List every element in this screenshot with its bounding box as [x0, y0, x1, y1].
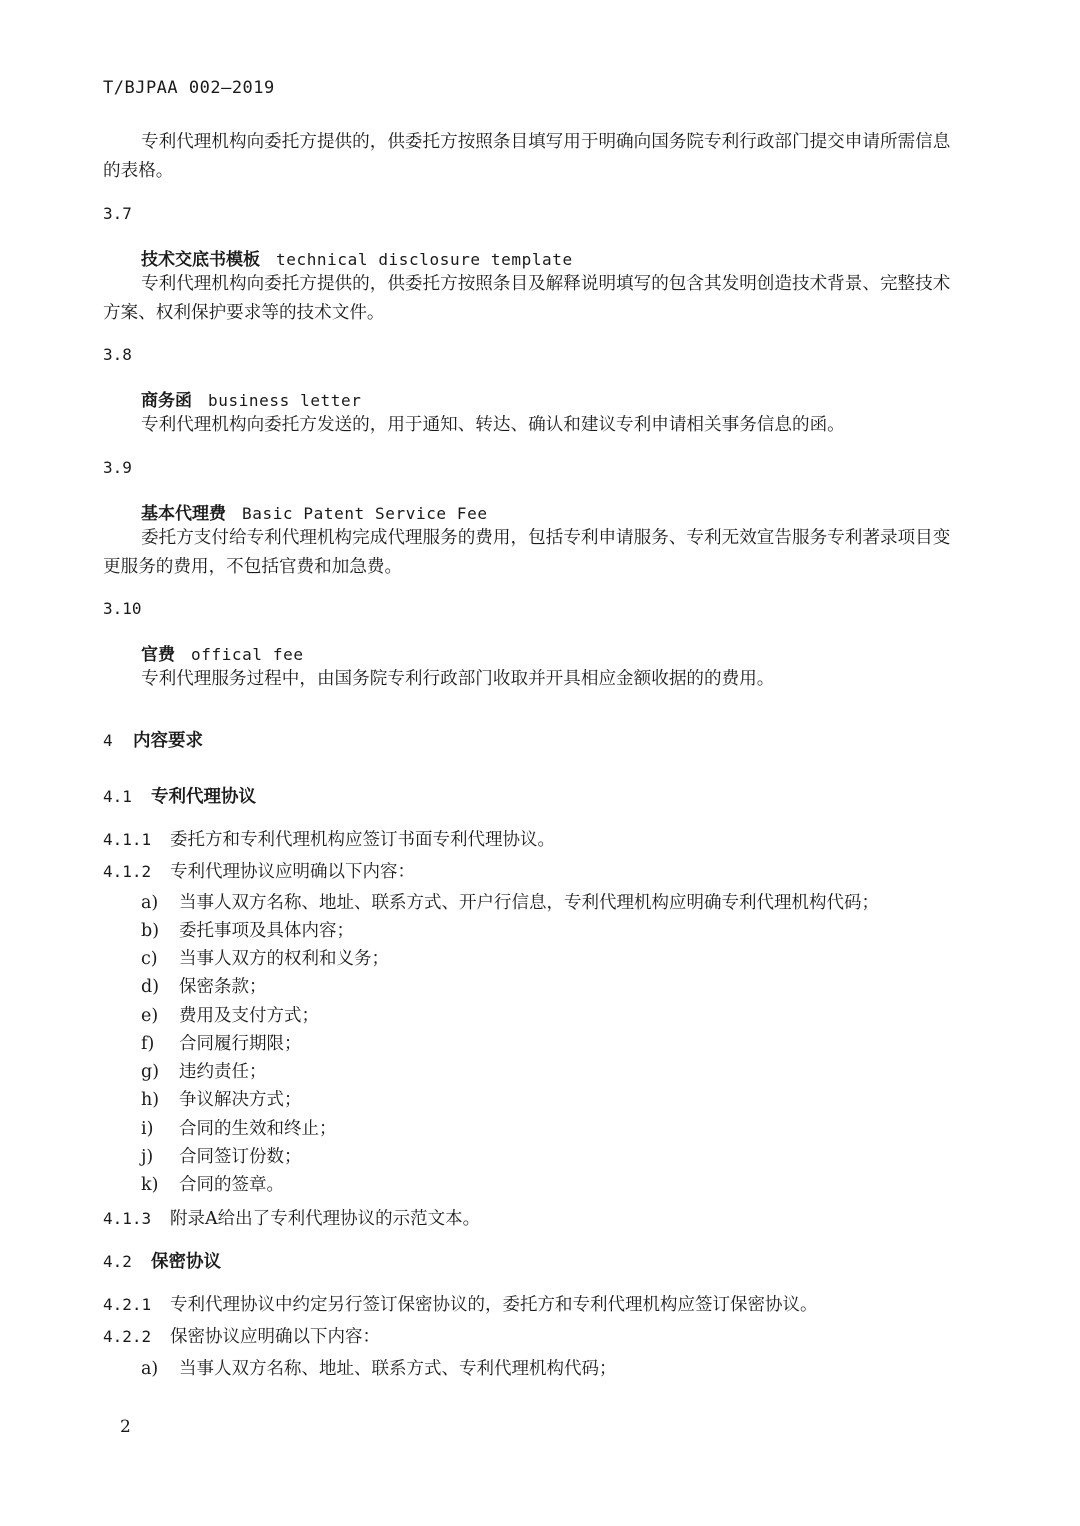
list-item — [141, 1115, 337, 1140]
list-item — [141, 1058, 267, 1083]
list-text: 费用及支付方式； — [179, 1006, 319, 1026]
clause — [103, 858, 415, 883]
list-marker: e) — [141, 1006, 159, 1026]
subsection-heading — [103, 1248, 221, 1273]
term-en: offical fee — [191, 645, 304, 664]
list-marker: h) — [141, 1090, 160, 1110]
term-heading — [141, 640, 304, 665]
subsection-number: 4.1 — [103, 787, 132, 806]
term-en: business letter — [208, 391, 362, 410]
clause-text: 专利代理协议应明确以下内容： — [170, 862, 415, 882]
term-heading — [141, 499, 488, 524]
term-heading — [141, 245, 573, 270]
list-marker: i) — [141, 1119, 154, 1139]
subsection-title: 保密协议 — [151, 1252, 221, 1272]
list-marker: b) — [141, 921, 160, 941]
term-definition: 专利代理机构向委托方发送的，用于通知、转达、确认和建议专利申请相关事务信息的函。 — [141, 415, 845, 435]
list-item — [141, 1355, 617, 1380]
term-heading — [141, 386, 362, 411]
list-marker: g) — [141, 1062, 160, 1082]
term-definition: 委托方支付给专利代理机构完成代理服务的费用，包括专利申请服务、专利无效宣告服务专利著录项目变更服务的费用，不包括官费和加急费。 — [103, 528, 951, 577]
list-text: 违约责任； — [179, 1062, 267, 1082]
list-item — [141, 973, 267, 998]
list-text: 合同的生效和终止； — [179, 1119, 337, 1139]
list-item — [141, 1086, 302, 1111]
clause-number: 4.1.2 — [103, 862, 152, 881]
clause — [103, 1323, 380, 1348]
clause-text: 专利代理协议中约定另行签订保密协议的，委托方和专利代理机构应签订保密协议。 — [170, 1295, 818, 1315]
list-text: 合同履行期限； — [179, 1034, 302, 1054]
page-number: 2 — [120, 1417, 131, 1437]
term-number: 3.10 — [103, 599, 142, 618]
section-title: 内容要求 — [133, 731, 203, 751]
clause-number: 4.2.1 — [103, 1295, 152, 1314]
list-text: 争议解决方式； — [179, 1090, 302, 1110]
term-zh: 基本代理费 — [141, 504, 226, 524]
clause-number: 4.2.2 — [103, 1327, 152, 1346]
section-heading — [103, 727, 203, 752]
standard-header: T/BJPAA 002—2019 — [103, 78, 275, 98]
section-number: 4 — [103, 731, 113, 750]
list-text: 合同签订份数； — [179, 1147, 302, 1167]
list-text: 保密条款； — [179, 977, 267, 997]
term-number: 3.9 — [103, 458, 132, 477]
intro-paragraph: 专利代理机构向委托方提供的，供委托方按照条目填写用于明确向国务院专利行政部门提交申请所需信息的表格。 — [103, 132, 951, 181]
list-item — [141, 945, 389, 970]
list-item — [141, 1030, 302, 1055]
term-zh: 官费 — [141, 645, 175, 665]
clause-text: 附录A给出了专利代理协议的示范文本。 — [170, 1209, 481, 1229]
list-marker: f) — [141, 1034, 155, 1054]
list-text: 合同的签章。 — [179, 1175, 284, 1195]
list-text: 当事人双方的权利和义务； — [179, 949, 389, 969]
clause-number: 4.1.1 — [103, 830, 152, 849]
list-item — [141, 917, 354, 942]
term-en: technical disclosure template — [276, 250, 573, 269]
clause-number: 4.1.3 — [103, 1209, 152, 1228]
term-en: Basic Patent Service Fee — [242, 504, 488, 523]
list-item — [141, 1171, 284, 1196]
term-number: 3.8 — [103, 345, 132, 364]
list-item — [141, 889, 879, 914]
list-item — [141, 1002, 319, 1027]
clause-text: 保密协议应明确以下内容： — [170, 1327, 380, 1347]
list-text: 委托事项及具体内容； — [179, 921, 354, 941]
subsection-number: 4.2 — [103, 1252, 132, 1271]
clause-text: 委托方和专利代理机构应签订书面专利代理协议。 — [170, 830, 555, 850]
list-item — [141, 1143, 302, 1168]
list-text: 当事人双方名称、地址、联系方式、专利代理机构代码； — [179, 1359, 617, 1379]
clause — [103, 826, 555, 851]
list-marker: c) — [141, 949, 158, 969]
term-definition: 专利代理服务过程中，由国务院专利行政部门收取并开具相应金额收据的的费用。 — [141, 669, 775, 689]
subsection-heading — [103, 783, 256, 808]
clause — [103, 1291, 818, 1316]
list-marker: a) — [141, 893, 159, 913]
term-number: 3.7 — [103, 204, 132, 223]
list-marker: k) — [141, 1175, 159, 1195]
list-marker: j) — [141, 1147, 154, 1167]
term-zh: 技术交底书模板 — [141, 250, 260, 270]
clause — [103, 1205, 480, 1230]
term-definition: 专利代理机构向委托方提供的，供委托方按照条目及解释说明填写的包含其发明创造技术背景、完整技术方案、权利保护要求等的技术文件。 — [103, 274, 951, 323]
term-zh: 商务函 — [141, 391, 192, 411]
list-text: 当事人双方名称、地址、联系方式、开户行信息，专利代理机构应明确专利代理机构代码； — [179, 893, 879, 913]
list-marker: a) — [141, 1359, 159, 1379]
subsection-title: 专利代理协议 — [151, 787, 256, 807]
list-marker: d) — [141, 977, 160, 997]
